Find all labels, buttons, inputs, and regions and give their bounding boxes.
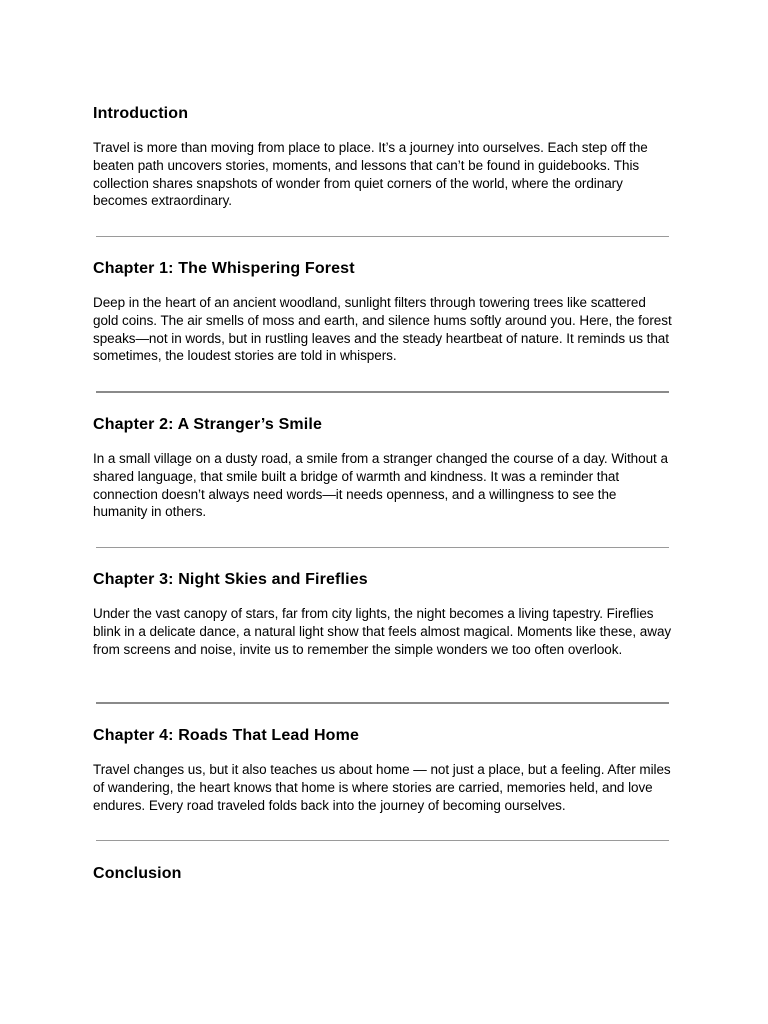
- section-heading: Chapter 4: Roads That Lead Home: [93, 727, 360, 744]
- section-divider: [96, 702, 669, 704]
- section-paragraph: Under the vast canopy of stars, far from city lights, the night becomes a living tapestry. Fireflies blink in a delicate dance, a natural light show that feels almost magical. Moments like these, away from screens and noise, invite us to remember the simple wonders we too often overlook.: [93, 606, 672, 657]
- section-paragraph: Deep in the heart of an ancient woodland, sunlight filters through towering trees like scattered gold coins. The air smells of moss and earth, and silence hums softly around you. Here, the forest speaks—not in words, but in rustling leaves and the steady heartbeat of nature. It reminds us that sometimes, the loudest stories are told in whispers.: [93, 295, 672, 364]
- section-divider: [96, 547, 669, 548]
- section-heading: Chapter 3: Night Skies and Fireflies: [93, 571, 368, 588]
- section-chapter-4: [93, 726, 673, 814]
- section-chapter-1: [93, 259, 673, 365]
- section-chapter-3: [93, 570, 673, 658]
- section-paragraph: Travel changes us, but it also teaches us about home — not just a place, but a feeling. After miles of wandering, the heart knows that home is where stories are carried, memories held, and love endures. Every road traveled folds back into the journey of becoming ourselves.: [93, 762, 671, 813]
- section-introduction: [93, 104, 673, 210]
- section-divider: [96, 391, 669, 393]
- section-paragraph: Travel is more than moving from place to place. It’s a journey into ourselves. Each step off the beaten path uncovers stories, moments, and lessons that can’t be found in guidebooks. This collection shares snapshots of wonder from quiet corners of the world, where the ordinary becomes extraordinary.: [93, 140, 648, 209]
- section-heading: Introduction: [93, 105, 189, 122]
- section-heading: Chapter 2: A Stranger’s Smile: [93, 416, 323, 433]
- section-conclusion: [93, 864, 673, 884]
- section-chapter-2: [93, 415, 673, 521]
- section-divider: [96, 236, 669, 237]
- section-paragraph: In a small village on a dusty road, a smile from a stranger changed the course of a day. Without a shared language, that smile built a bridge of warmth and kindness. It was a reminder that connection doesn’t always need words—it needs openness, and a willingness to see the humanity in others.: [93, 451, 668, 520]
- section-heading: Conclusion: [93, 865, 182, 882]
- section-divider: [96, 840, 669, 841]
- section-heading: Chapter 1: The Whispering Forest: [93, 260, 355, 277]
